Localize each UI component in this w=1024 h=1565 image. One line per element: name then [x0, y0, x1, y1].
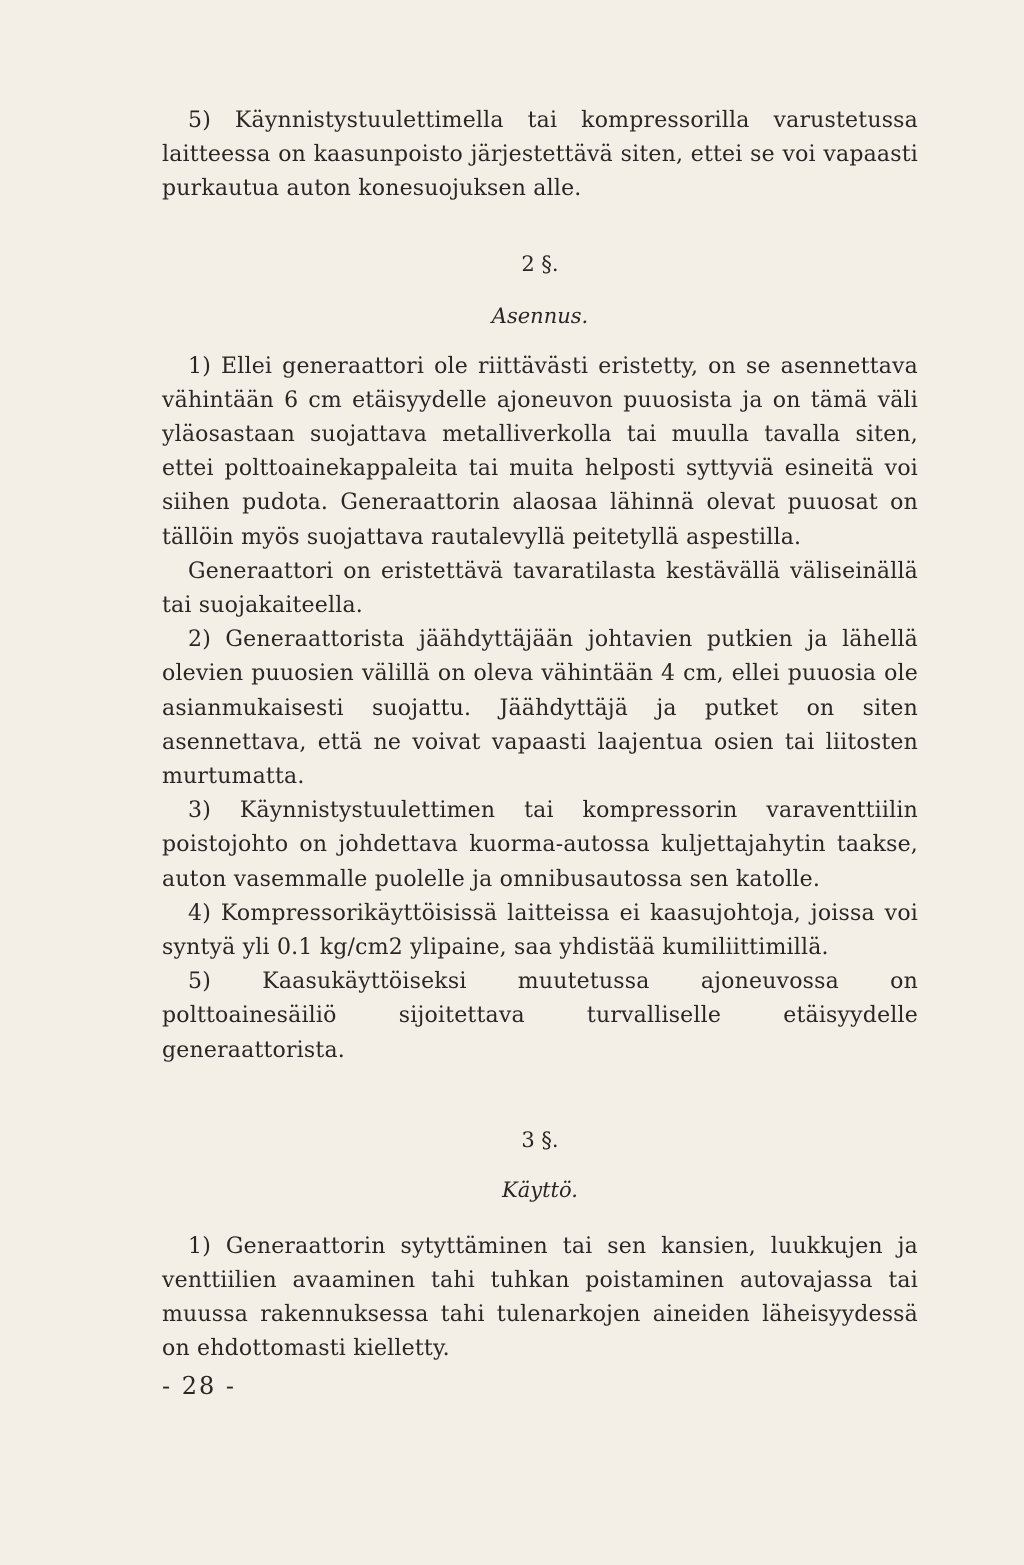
paragraph-intro-5: 5) Käynnistystuulettimella tai kompressorilla varustetussa laitteessa on kaasunpoisto järjestettävä siten, ettei se voi vapaasti purkautua auton konesuojuksen alle. — [162, 108, 918, 202]
section-2-title: Asennus. — [491, 303, 589, 328]
section-2-paragraph-1b: Generaattori on eristettävä tavaratilasta kestävällä väliseinällä tai suojakaiteella. — [162, 558, 918, 619]
section-2-paragraph-5: 5) Kaasukäyttöiseksi muutetussa ajoneuvossa on polttoainesäiliö sijoitettava turvalliselle etäisyydelle generaattorista. — [162, 969, 918, 1063]
section-2-number: 2 §. — [521, 251, 559, 276]
section-2-paragraph-2: 2) Generaattorista jäähdyttäjään johtavien putkien ja lähellä olevien puuosien välillä on oleva vähintään 4 cm, ellei puuosia ole asianmukaisesti suojattu. Jäähdyttäjä ja putket on siten asennettava, että ne voivat vapaasti laajentua osien tai liitosten murtumatta. — [162, 627, 918, 790]
section-3-paragraph-1: 1) Generaattorin sytyttäminen tai sen kansien, luukkujen ja venttiilien avaaminen tahi tuhkan poistaminen autovajassa tai muussa rakennuksessa tahi tulenarkojen aineiden läheisyydessä on ehdottomasti kielletty. — [162, 1233, 918, 1362]
page-number: - 28 - — [162, 1372, 237, 1400]
section-3-title: Käyttö. — [502, 1177, 578, 1202]
document-page — [162, 104, 918, 1367]
section-2-paragraph-4: 4) Kompressorikäyttöisissä laitteissa ei kaasujohtoja, joissa voi syntyä yli 0.1 kg/cm2 ylipaine, saa yhdistää kumiliittimillä. — [162, 900, 918, 961]
section-3-number: 3 §. — [521, 1127, 559, 1152]
section-2-paragraph-3: 3) Käynnistystuulettimen tai kompressorin varaventtiilin poistojohto on johdettava kuorma-autossa kuljettajahytin taakse, auton vasemmalle puolelle ja omnibusautossa sen katolle. — [162, 798, 918, 892]
section-2-paragraph-1: 1) Ellei generaattori ole riittävästi eristetty, on se asennettava vähintään 6 cm etäisyydelle ajoneuvon puuosista ja on tämä väli yläosastaan suojattava metalliverkolla tai muulla tavalla siten, ettei polttoainekappaleita tai muita helposti syttyviä esineitä voi siihen pudota. Generaattorin alaosaa lähinnä olevat puuosat on tällöin myös suojattava rautalevyllä peitetyllä aspestilla. — [162, 353, 918, 550]
